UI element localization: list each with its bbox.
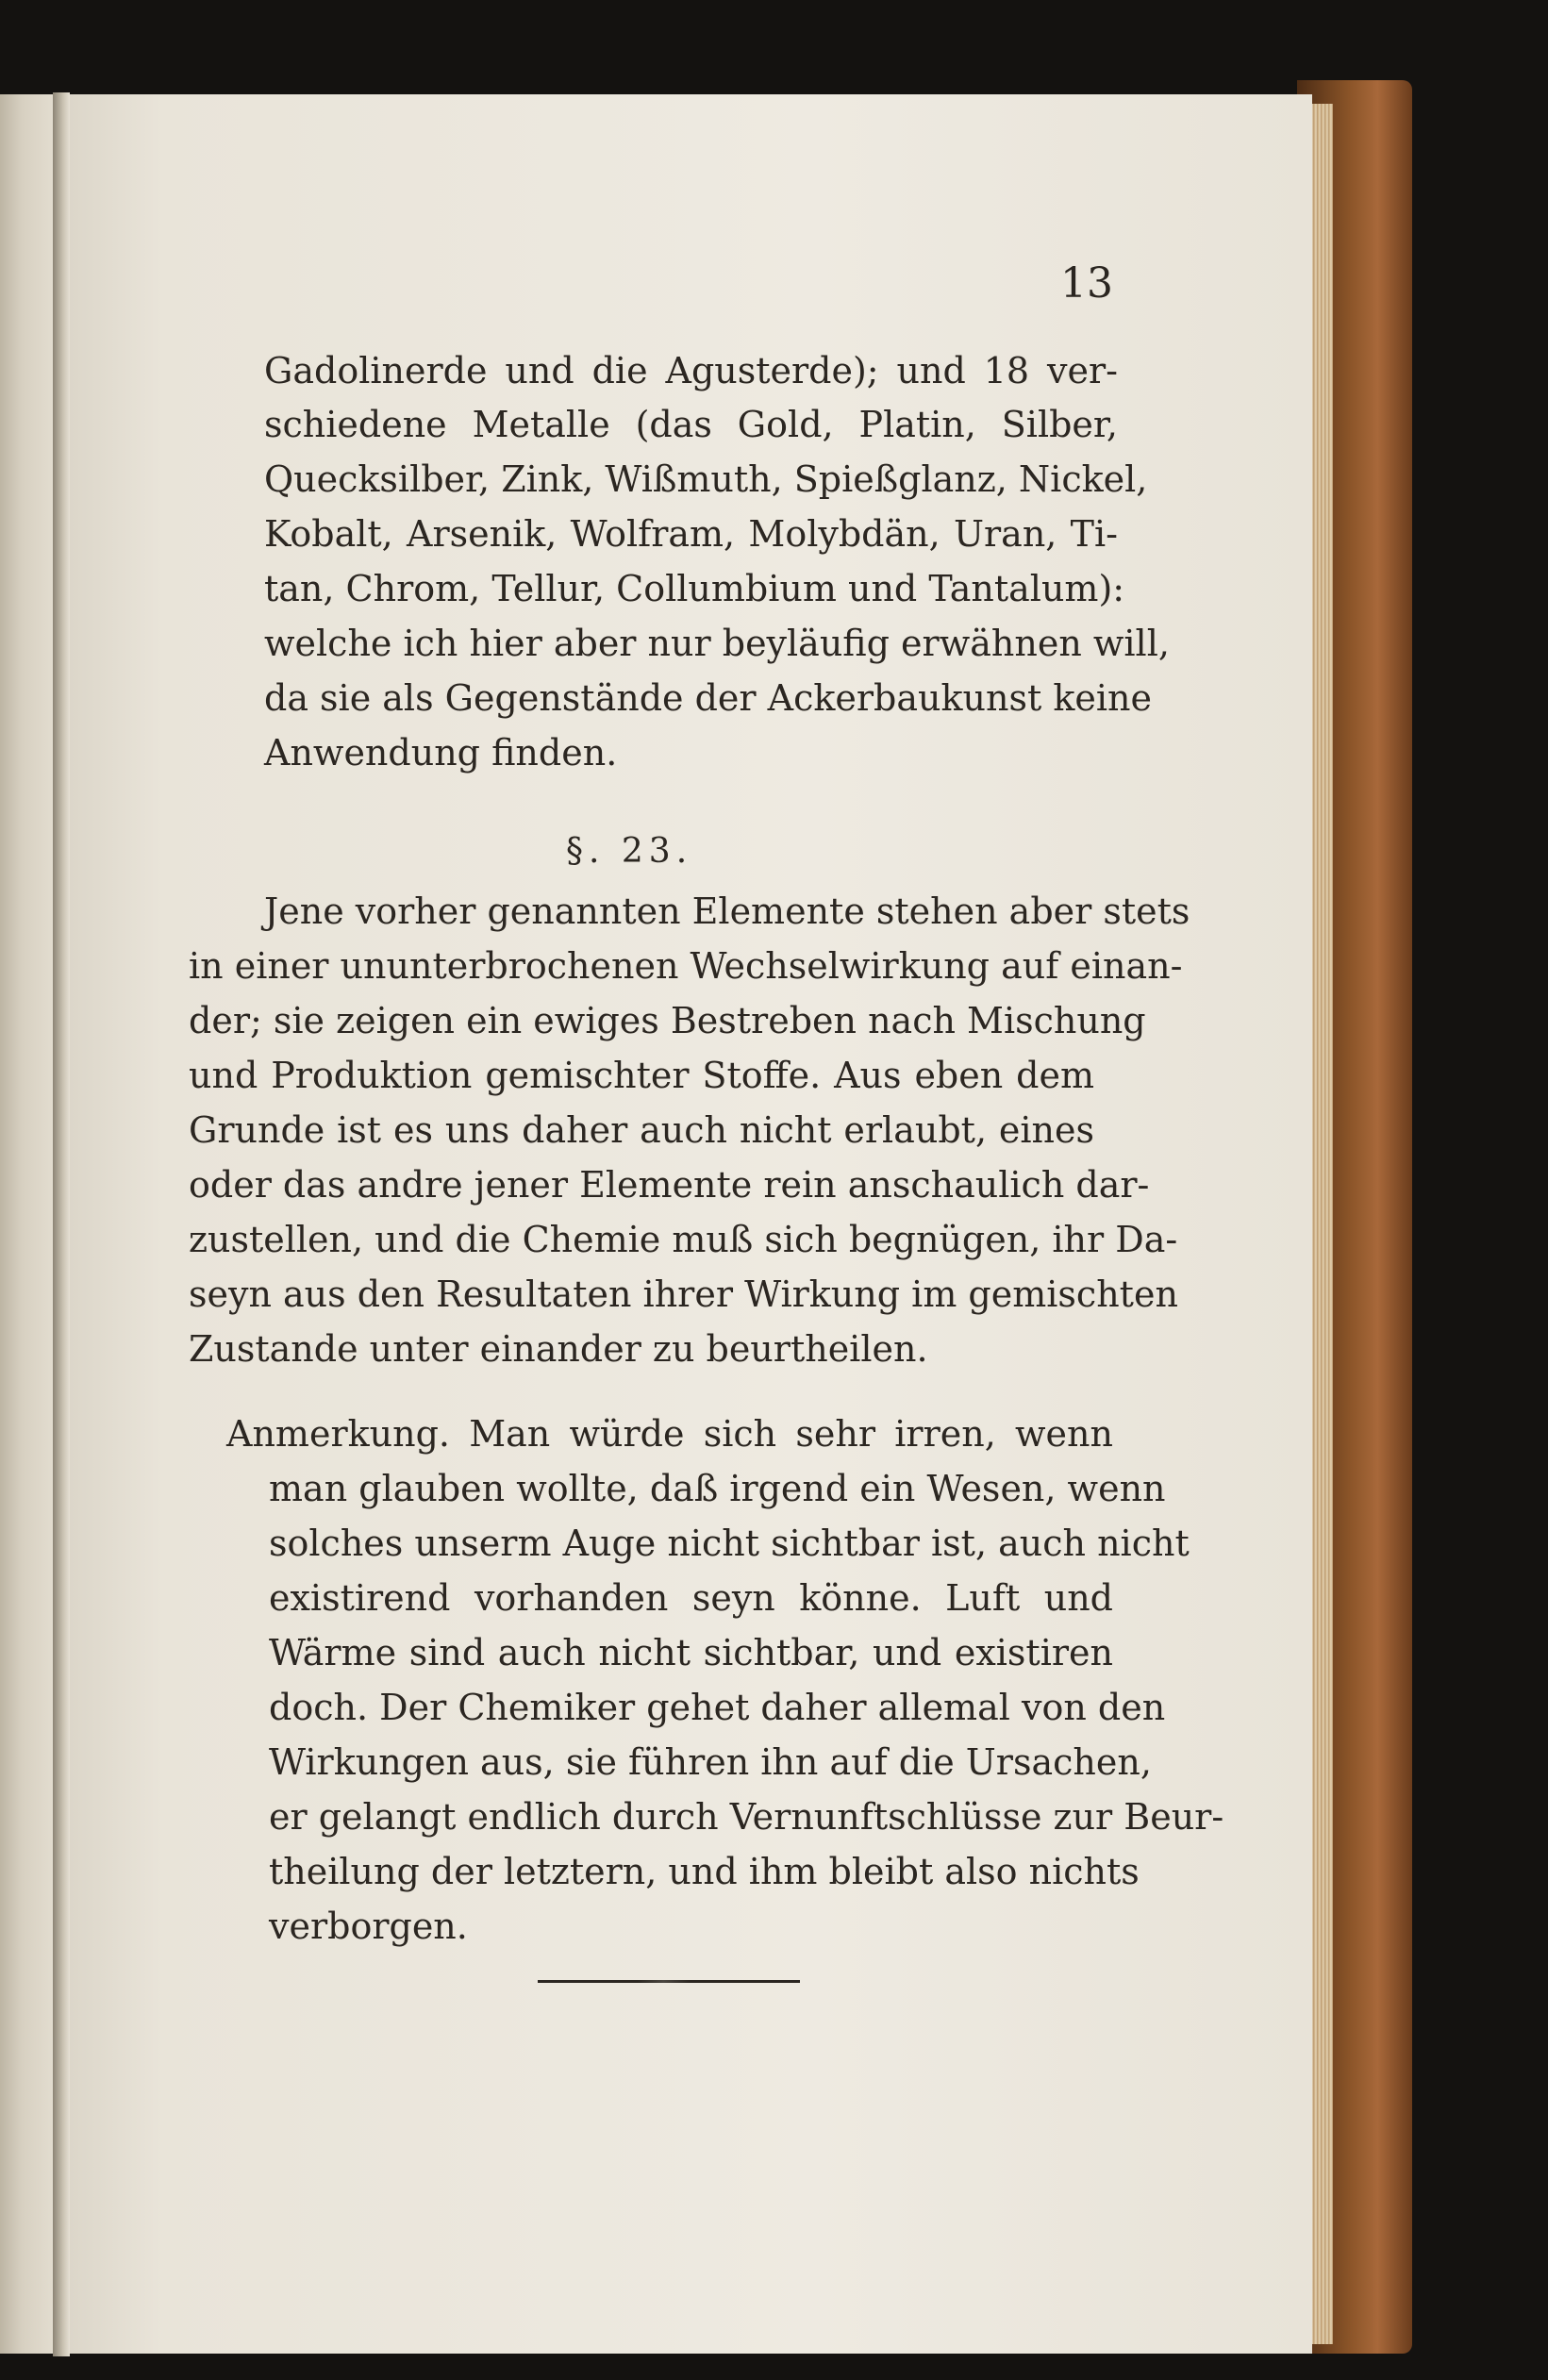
- text-line: Kobalt, Arsenik, Wolfram, Molybdän, Uran, Ti-: [264, 513, 1118, 555]
- text-line: verborgen.: [269, 1906, 468, 1947]
- text-line: Wirkungen aus, sie führen ihn auf die Ursachen,: [269, 1741, 1152, 1783]
- text-line: in einer ununterbrochenen Wechselwirkung auf einan-: [189, 945, 1183, 987]
- text-line: tan, Chrom, Tellur, Collumbium und Tantalum):: [264, 568, 1125, 609]
- text-line: existirend vorhanden seyn könne. Luft und: [269, 1577, 1113, 1619]
- text-line: der; sie zeigen ein ewiges Bestreben nach Mischung: [189, 1000, 1146, 1041]
- text-line: Quecksilber, Zink, Wißmuth, Spießglanz, Nickel,: [264, 458, 1148, 500]
- text-line: Wärme sind auch nicht sichtbar, und existiren: [269, 1632, 1113, 1673]
- section-heading: §. 23.: [566, 832, 693, 871]
- text-line: man glauben wollte, daß irgend ein Wesen, wenn: [269, 1468, 1166, 1509]
- text-line: Anwendung finden.: [264, 732, 618, 774]
- text-line: Grunde ist es uns daher auch nicht erlaubt, eines: [189, 1109, 1094, 1151]
- text-line: Anmerkung. Man würde sich sehr irren, wenn: [226, 1413, 1113, 1455]
- text-line: seyn aus den Resultaten ihrer Wirkung im gemischten: [189, 1273, 1178, 1315]
- text-line: schiedene Metalle (das Gold, Platin, Silber,: [264, 404, 1118, 445]
- text-line: er gelangt endlich durch Vernunftschlüsse zur Beur-: [269, 1796, 1224, 1838]
- text-line: Jene vorher genannten Elemente stehen aber stets: [264, 890, 1190, 932]
- text-line: zustellen, und die Chemie muß sich begnügen, ihr Da-: [189, 1219, 1178, 1260]
- text-line: welche ich hier aber nur beyläufig erwähnen will,: [264, 623, 1170, 664]
- text-line: oder das andre jener Elemente rein anschaulich dar-: [189, 1164, 1150, 1206]
- text-line: Gadolinerde und die Agusterde); und 18 ver-: [264, 350, 1118, 391]
- text-line: Zustande unter einander zu beurtheilen.: [189, 1328, 928, 1370]
- end-rule: [538, 1980, 800, 1983]
- text-line: doch. Der Chemiker gehet daher allemal von den: [269, 1687, 1166, 1728]
- page-number: 13: [1060, 259, 1113, 308]
- text-line: da sie als Gegenstände der Ackerbaukunst keine: [264, 677, 1152, 719]
- text-line: theilung der letztern, und ihm bleibt also nichts: [269, 1851, 1140, 1892]
- text-line: solches unserm Auge nicht sichtbar ist, auch nicht: [269, 1523, 1190, 1564]
- text-line: und Produktion gemischter Stoffe. Aus eben dem: [189, 1055, 1094, 1096]
